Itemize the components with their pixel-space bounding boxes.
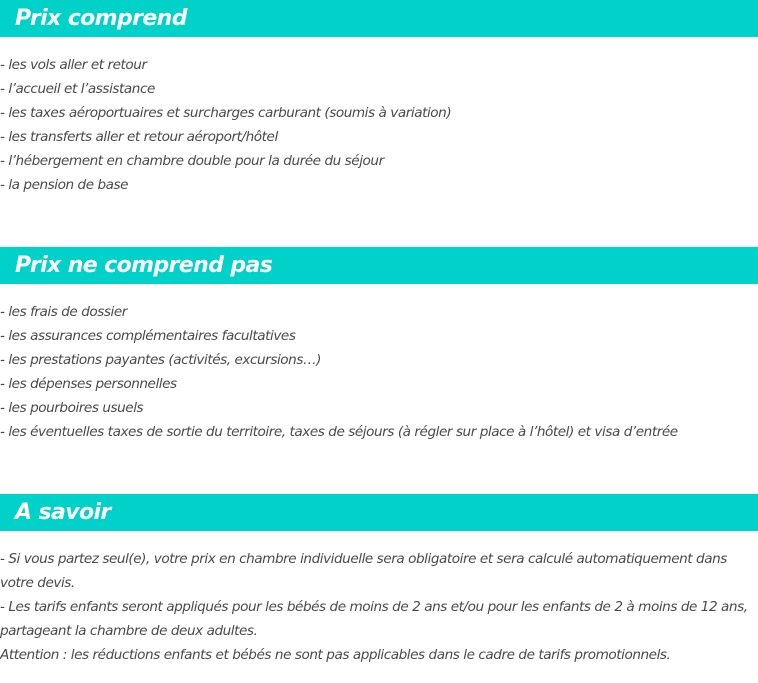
info-paragraph: Attention : les réductions enfants et bébés ne sont pas applicables dans le cadre de tarifs promotionnels. [0,647,671,663]
list-item: - les frais de dossier [0,304,127,320]
section-prix-comprend [0,0,758,197]
list-item: - les assurances complémentaires facultatives [0,328,296,344]
section-title: A savoir [15,499,111,525]
list-item: - les éventuelles taxes de sortie du territoire, taxes de séjours (à régler sur place à l’hôtel) et visa d’entrée [0,424,678,440]
list-item: - la pension de base [0,177,129,193]
list-item: - les dépenses personnelles [0,376,177,392]
section-body [0,531,758,667]
list-item: - les pourboires usuels [0,400,144,416]
section-header [0,0,758,37]
section-header [0,247,758,284]
list-item: - les prestations payantes (activités, excursions…) [0,352,321,368]
list-item: - l’accueil et l’assistance [0,81,155,97]
list-item: - l’hébergement en chambre double pour la durée du séjour [0,153,384,169]
section-body [0,284,758,444]
info-paragraph: - Les tarifs enfants seront appliqués pour les bébés de moins de 2 ans et/ou pour les enfants de 2 à moins de 12 ans, partageant la chambre de deux adultes. [0,599,748,639]
section-a-savoir [0,494,758,667]
section-title: Prix comprend [15,5,187,31]
section-body [0,37,758,197]
list-item: - les transferts aller et retour aéroport/hôtel [0,129,278,145]
section-header [0,494,758,531]
section-title: Prix ne comprend pas [15,252,273,278]
list-item: - les vols aller et retour [0,57,147,73]
section-prix-ne-comprend-pas [0,247,758,444]
list-item: - les taxes aéroportuaires et surcharges carburant (soumis à variation) [0,105,452,121]
info-paragraph: - Si vous partez seul(e), votre prix en chambre individuelle sera obligatoire et sera calculé automatiquement dans votre devis. [0,551,727,591]
